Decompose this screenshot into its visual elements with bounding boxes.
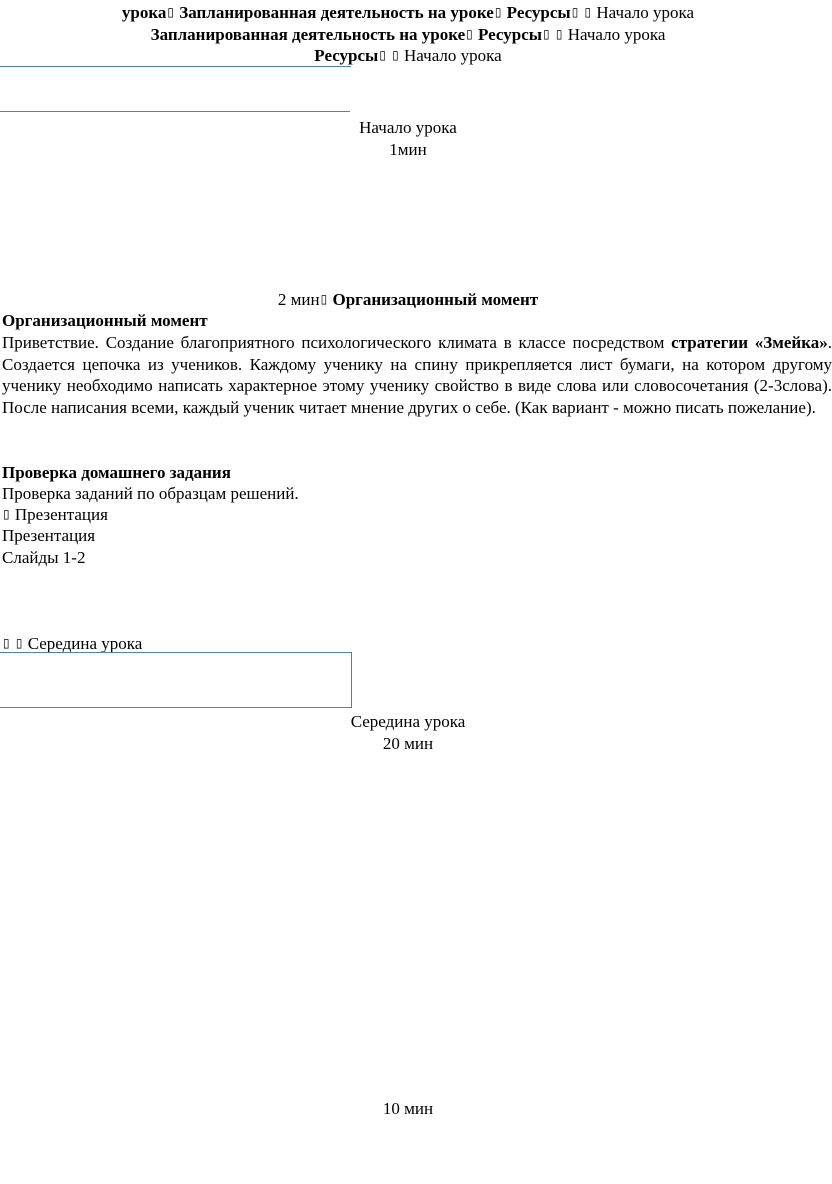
footer-duration: 10 мин	[382, 1099, 434, 1118]
missing-glyph-icon: ▯	[320, 292, 328, 306]
middle-duration: 20 мин	[382, 734, 434, 753]
org-title: Организационный момент	[332, 290, 539, 309]
missing-glyph-icon: ▯	[3, 507, 10, 521]
missing-glyph-icon: ▯	[494, 5, 502, 19]
lesson-start-label: Начало урока	[359, 118, 457, 137]
header-resources: Ресурсы	[506, 3, 571, 22]
header-planned-activity: Запланированная деятельность на уроке	[179, 3, 494, 22]
header-resources: Ресурсы	[314, 46, 379, 65]
missing-glyph-icon: ▯	[555, 27, 563, 41]
header-word-lesson: урока	[121, 3, 167, 22]
org-strategy: стратегии «Змейка»	[671, 333, 828, 352]
middle-label-inline: Середина урока	[27, 634, 143, 653]
table-rule	[0, 111, 350, 112]
header-line-2	[0, 24, 816, 45]
org-heading: Организационный момент	[2, 311, 208, 330]
missing-glyph-icon: ▯	[167, 5, 175, 19]
lesson-start-duration: 1мин	[389, 140, 427, 159]
homework-slides: Слайды 1-2	[2, 548, 86, 567]
org-paragraph	[2, 332, 832, 418]
homework-resource-inline: Презентация	[14, 505, 108, 524]
header-resources: Ресурсы	[478, 25, 543, 44]
missing-glyph-icon: ▯	[3, 636, 10, 650]
org-moment-row	[0, 289, 816, 310]
middle-label: Середина урока	[350, 712, 466, 731]
missing-glyph-icon: ▯	[466, 27, 473, 41]
org-text-2: . Создается цепочка из учеников. Каждому ученику на спину прикрепляется лист бумаги, на котором другому ученику необходимо написать характерное этому ученику свойство в виде слова или словосочетания (2-3слова). После написания всеми, каждый ученик читает мнение других о себе. (Как вариант - можно писать пожелание).	[2, 333, 832, 417]
missing-glyph-icon: ▯	[15, 636, 23, 650]
header-line-3	[0, 45, 816, 66]
org-text-1: Приветствие. Создание благоприятного психологического климата в классе посредством	[2, 333, 672, 352]
middle-inline-row	[2, 633, 142, 654]
homework-heading: Проверка домашнего задания	[2, 463, 231, 482]
table-rule	[0, 66, 351, 67]
table-cell-frame	[0, 652, 352, 708]
header-line-1	[0, 2, 816, 23]
missing-glyph-icon: ▯	[584, 5, 592, 19]
missing-glyph-icon: ▯	[379, 48, 386, 62]
missing-glyph-icon: ▯	[392, 48, 399, 62]
header-lesson-start: Начало урока	[596, 3, 695, 22]
homework-text: Проверка заданий по образцам решений.	[2, 484, 299, 503]
header-lesson-start: Начало урока	[567, 25, 666, 44]
missing-glyph-icon: ▯	[543, 27, 550, 41]
homework-resource-row	[2, 504, 108, 525]
header-planned-activity: Запланированная деятельность на уроке	[150, 25, 466, 44]
header-lesson-start: Начало урока	[404, 46, 502, 65]
org-duration: 2 мин	[277, 290, 320, 309]
missing-glyph-icon: ▯	[571, 5, 579, 19]
homework-resource: Презентация	[2, 526, 96, 545]
